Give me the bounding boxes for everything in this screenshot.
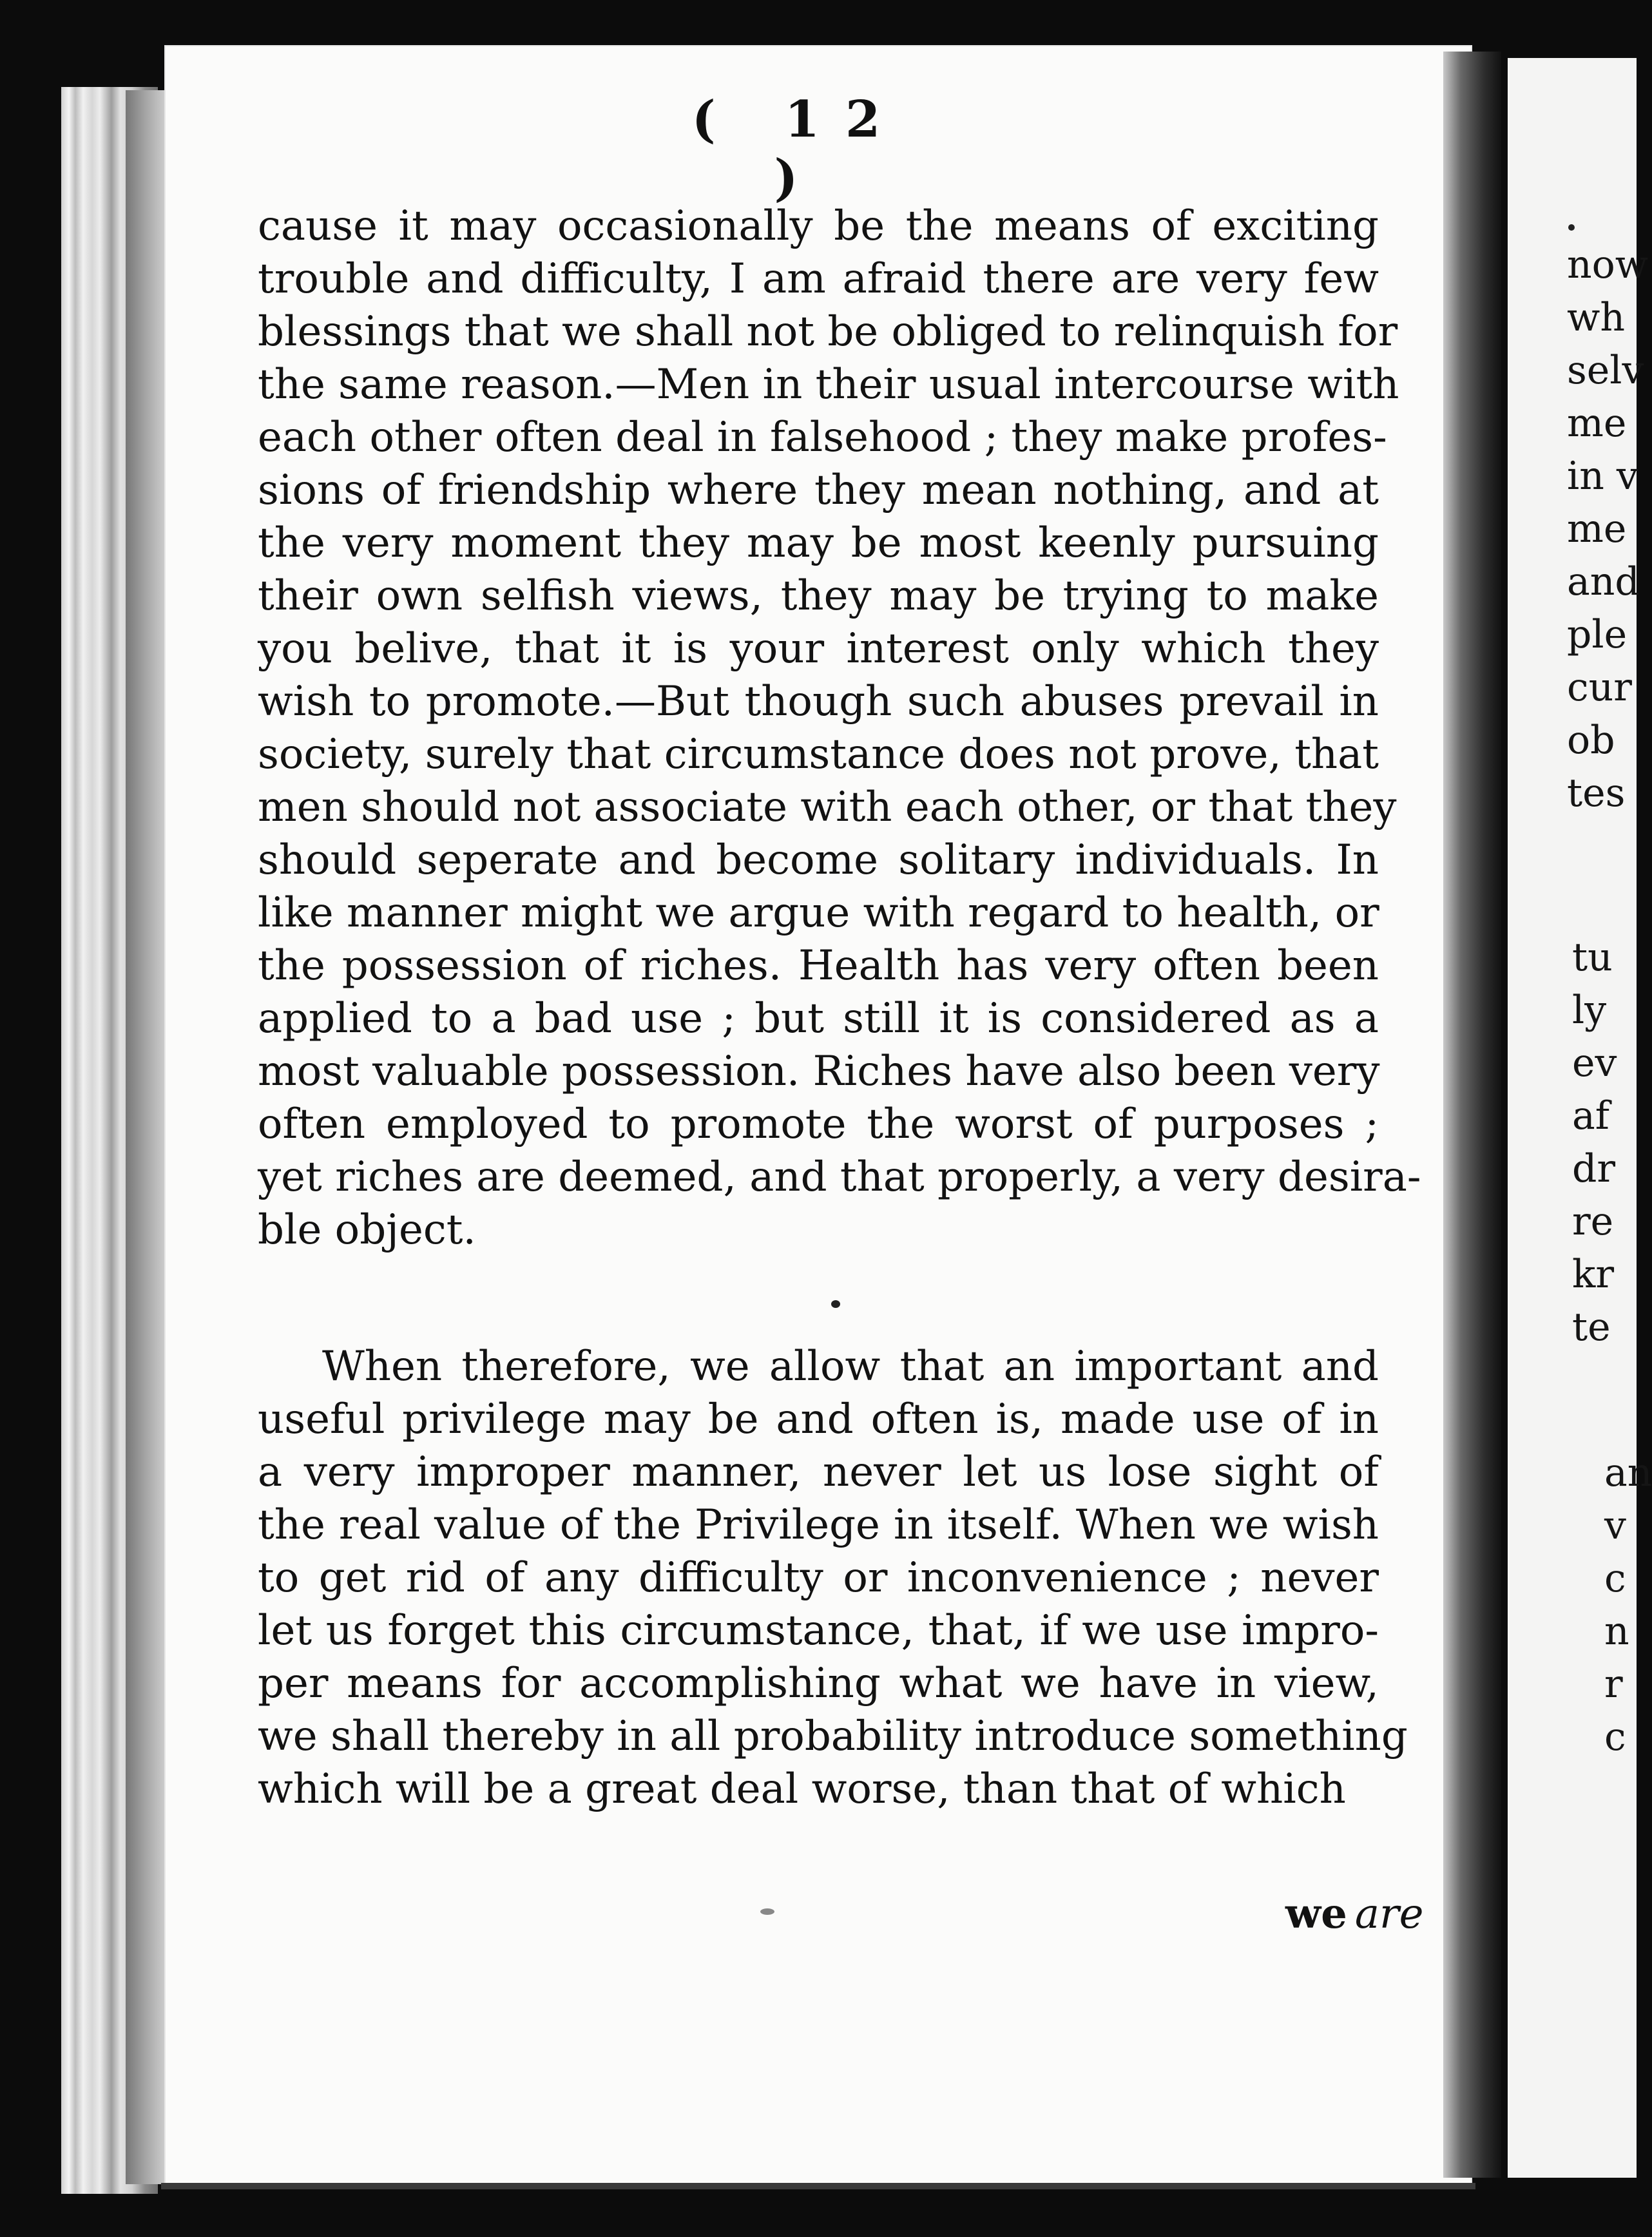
text-line: most valuable possession. Riches have also been very (258, 1048, 1380, 1095)
text-line: let us forget this circumstance, that, if we use impro- (258, 1607, 1379, 1655)
fragment-line: c (1604, 1556, 1626, 1601)
catchword-text: we (1285, 1890, 1347, 1938)
text-line: the very moment they may be most keenly pursuing (258, 519, 1379, 567)
facing-page-fragment-c (1604, 1446, 1652, 1763)
facing-page-fragment-b (1572, 931, 1617, 1354)
text-line: cause it may occasionally be the means of exciting (258, 202, 1379, 250)
fragment-line: ev (1572, 1041, 1617, 1086)
fragment-line: af (1572, 1093, 1609, 1138)
fragment-line: r (1604, 1662, 1623, 1707)
page-number-header: ( 12 ) (691, 90, 907, 207)
fragment-line: tes (1567, 771, 1626, 816)
fragment-line: ob (1567, 718, 1615, 763)
fragment-line: wh (1567, 295, 1625, 340)
paragraph-1 (258, 200, 1421, 1256)
text-line: blessings that we shall not be obliged to relinquish for (258, 308, 1398, 356)
fragment-line: dr (1572, 1146, 1616, 1191)
catchword (1285, 1888, 1423, 1941)
text-line: which will be a great deal worse, than that of which (258, 1765, 1346, 1813)
ink-speck (1568, 224, 1575, 231)
text-line: like manner might we argue with regard to health, or (258, 889, 1379, 937)
page-bottom-edge (161, 2183, 1475, 2189)
text-line: ble object. (258, 1206, 476, 1254)
fragment-line: cur (1567, 665, 1632, 710)
text-line: a very improper manner, never let us lose sight of (258, 1448, 1379, 1496)
handwritten-addition: are (1354, 1890, 1424, 1938)
text-line: applied to a bad use ; but still it is considered as a (258, 995, 1379, 1042)
text-line: the same reason.—Men in their usual intercourse with (258, 361, 1399, 408)
fragment-line: re (1572, 1199, 1614, 1244)
text-line: sions of friendship where they mean nothing, and at (258, 466, 1379, 514)
text-line: When therefore, we allow that an important and (322, 1343, 1379, 1390)
fragment-line: te (1572, 1305, 1611, 1350)
text-line: society, surely that circumstance does not prove, that (258, 731, 1379, 778)
fragment-line: c (1604, 1714, 1626, 1760)
text-line: useful privilege may be and often is, made use of in (258, 1396, 1379, 1443)
text-line: each other often deal in falsehood ; they make profes- (258, 414, 1387, 461)
ink-speck (760, 1908, 774, 1915)
paragraph-2 (258, 1340, 1408, 1816)
fragment-line: selv (1567, 348, 1644, 393)
fragment-line: v (1604, 1503, 1626, 1548)
text-line: their own selfish views, they may be trying to make (258, 572, 1379, 620)
fragment-line: in v (1567, 454, 1638, 499)
ink-speck (831, 1300, 840, 1308)
fragment-line: now (1567, 242, 1649, 287)
text-line: yet riches are deemed, and that properly, a very desira- (258, 1153, 1421, 1201)
text-line: you belive, that it is your interest only which they (258, 625, 1379, 673)
fragment-line: ly (1572, 988, 1607, 1033)
text-line: per means for accomplishing what we have in view, (258, 1660, 1379, 1707)
text-line: should seperate and become solitary individuals. In (258, 836, 1379, 884)
fragment-line: n (1604, 1609, 1629, 1654)
facing-page-fragment-a (1567, 238, 1648, 820)
fragment-line: ple (1567, 612, 1628, 657)
text-line: to get rid of any difficulty or inconvenience ; never (258, 1554, 1379, 1602)
text-line: often employed to promote the worst of purposes ; (258, 1100, 1379, 1148)
fragment-line: me (1567, 401, 1627, 446)
fragment-line: an (1604, 1450, 1652, 1495)
text-line: wish to promote.—But though such abuses prevail in (258, 678, 1379, 725)
fragment-line: me (1567, 506, 1627, 552)
text-line: we shall thereby in all probability introduce something (258, 1713, 1408, 1760)
text-line: trouble and difficulty, I am afraid there are very few (258, 255, 1379, 303)
book-spine-shadow (1443, 52, 1501, 2178)
text-line: the possession of riches. Health has very often been (258, 942, 1379, 990)
text-line: the real value of the Privilege in itself. When we wish (258, 1501, 1379, 1549)
fragment-line: and (1567, 559, 1640, 604)
fragment-line: tu (1572, 935, 1613, 980)
text-line: men should not associate with each other, or that they (258, 783, 1397, 831)
fragment-line: kr (1572, 1252, 1615, 1297)
